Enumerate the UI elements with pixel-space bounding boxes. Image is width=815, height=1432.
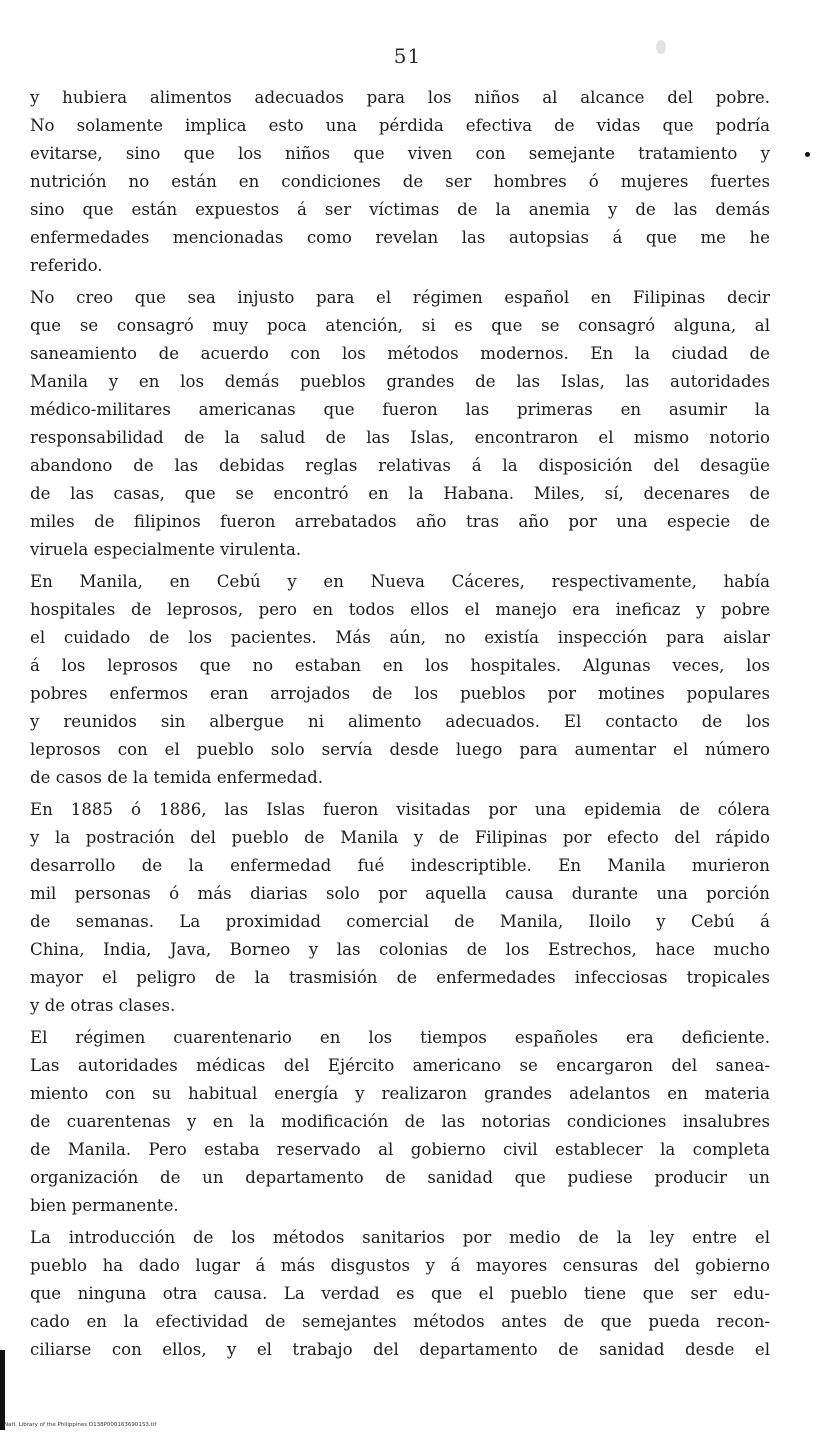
paragraph <box>30 84 770 280</box>
text-line: sino que están expuestos á ser víctimas de la anemia y de las demás <box>30 200 770 219</box>
text-line: cado en la efectividad de semejantes métodos antes de que pueda recon- <box>30 1312 770 1331</box>
text-line: ciliarse con ellos, y el trabajo del departamento de sanidad desde el <box>30 1340 770 1359</box>
text-line: que se consagró muy poca atención, si es que se consagró alguna, al <box>30 316 770 335</box>
scan-footer: Natl. Library of the Philippines D138P0001636901S3.tif <box>4 1422 157 1428</box>
text-line: pobres enfermos eran arrojados de los pueblos por motines populares <box>30 684 770 703</box>
paragraph <box>30 1024 770 1220</box>
text-line: y de otras clases. <box>30 996 176 1015</box>
text-line: viruela especialmente virulenta. <box>30 540 302 559</box>
text-line: y la postración del pueblo de Manila y de Filipinas por efecto del rápido <box>30 828 770 847</box>
text-line: á los leprosos que no estaban en los hospitales. Algunas veces, los <box>30 656 770 675</box>
text-line: médico-militares americanas que fueron las primeras en asumir la <box>30 400 770 419</box>
paragraph <box>30 284 770 564</box>
page-number: 51 <box>393 44 422 68</box>
text-line: mil personas ó más diarias solo por aquella causa durante una porción <box>30 884 770 903</box>
text-line: el cuidado de los pacientes. Más aún, no existía inspección para aislar <box>30 628 770 647</box>
text-line: nutrición no están en condiciones de ser hombres ó mujeres fuertes <box>30 172 770 191</box>
text-line: que ninguna otra causa. La verdad es que el pueblo tiene que ser edu- <box>30 1284 770 1303</box>
scan-edge-mark <box>0 1350 5 1430</box>
text-line: En 1885 ó 1886, las Islas fueron visitadas por una epidemia de cólera <box>30 800 770 819</box>
text-line: abandono de las debidas reglas relativas á la disposición del desagüe <box>30 456 770 475</box>
text-line: de las casas, que se encontró en la Habana. Miles, sí, decenares de <box>30 484 770 503</box>
paragraph <box>30 568 770 792</box>
text-line: de Manila. Pero estaba reservado al gobierno civil establecer la completa <box>30 1140 770 1159</box>
text-line: miento con su habitual energía y realizaron grandes adelantos en materia <box>30 1084 770 1103</box>
text-line: leprosos con el pueblo solo servía desde luego para aumentar el número <box>30 740 770 759</box>
text-line: referido. <box>30 256 103 275</box>
text-line: Manila y en los demás pueblos grandes de las Islas, las autoridades <box>30 372 770 391</box>
text-line: mayor el peligro de la trasmisión de enfermedades infecciosas tropicales <box>30 968 770 987</box>
scan-smudge <box>656 40 666 54</box>
text-line: de cuarentenas y en la modificación de las notorias condiciones insalubres <box>30 1112 770 1131</box>
text-line: y hubiera alimentos adecuados para los niños al alcance del pobre. <box>30 88 770 107</box>
text-line: pueblo ha dado lugar á más disgustos y á mayores censuras del gobierno <box>30 1256 770 1275</box>
text-line: La introducción de los métodos sanitarios por medio de la ley entre el <box>30 1228 770 1247</box>
text-line: hospitales de leprosos, pero en todos ellos el manejo era ineficaz y pobre <box>30 600 770 619</box>
text-line: saneamiento de acuerdo con los métodos modernos. En la ciudad de <box>30 344 770 363</box>
text-line: En Manila, en Cebú y en Nueva Cáceres, respectivamente, había <box>30 572 770 591</box>
text-line: China, India, Java, Borneo y las colonias de los Estrechos, hace mucho <box>30 940 770 959</box>
text-line: No solamente implica esto una pérdida efectiva de vidas que podría <box>30 116 770 135</box>
text-line: organización de un departamento de sanidad que pudiese producir un <box>30 1168 770 1187</box>
scan-speck <box>805 152 810 157</box>
text-line: Las autoridades médicas del Ejército americano se encargaron del sanea- <box>30 1056 770 1075</box>
text-line: de semanas. La proximidad comercial de Manila, Iloilo y Cebú á <box>30 912 770 931</box>
text-line: No creo que sea injusto para el régimen español en Filipinas decir <box>30 288 770 307</box>
text-line: El régimen cuarentenario en los tiempos españoles era deficiente. <box>30 1028 770 1047</box>
text-line: de casos de la temida enfermedad. <box>30 768 324 787</box>
text-line: miles de filipinos fueron arrebatados año tras año por una especie de <box>30 512 770 531</box>
paragraph <box>30 796 770 1020</box>
text-line: bien permanente. <box>30 1196 179 1215</box>
text-line: desarrollo de la enfermedad fué indescriptible. En Manila murieron <box>30 856 770 875</box>
text-line: y reunidos sin albergue ni alimento adecuados. El contacto de los <box>30 712 770 731</box>
paragraph <box>30 1224 770 1364</box>
text-line: evitarse, sino que los niños que viven con semejante tratamiento y <box>30 144 770 163</box>
text-line: responsabilidad de la salud de las Islas, encontraron el mismo notorio <box>30 428 770 447</box>
text-line: enfermedades mencionadas como revelan las autopsias á que me he <box>30 228 770 247</box>
body-text <box>30 84 770 1364</box>
